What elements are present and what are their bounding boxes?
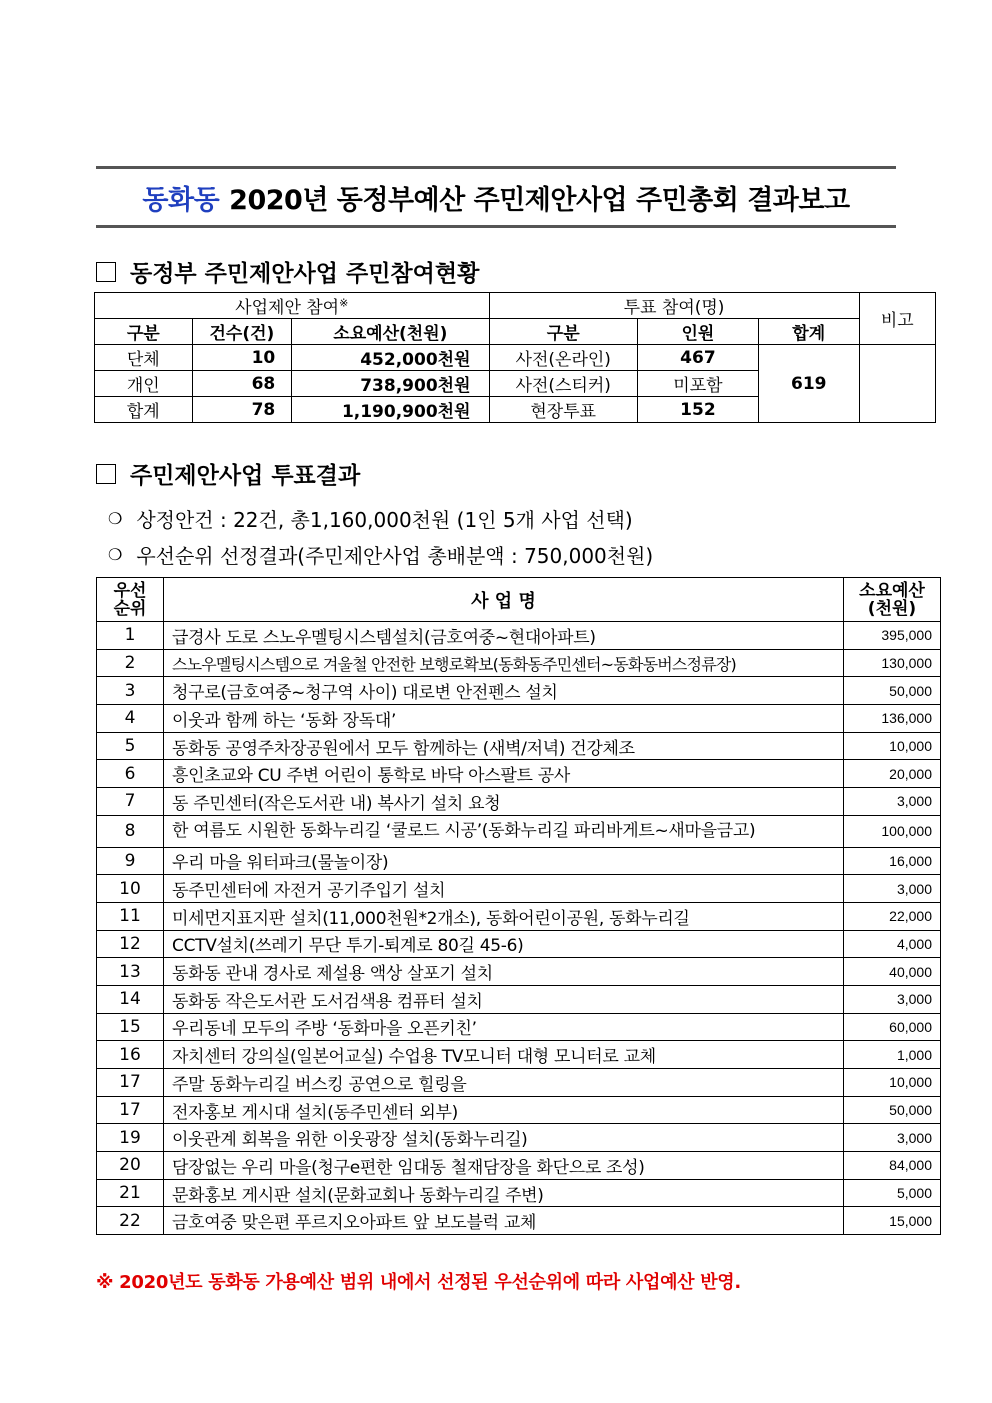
cell-type: 단체 (95, 345, 193, 371)
cell-project-name: 전자홍보 게시대 설치(동주민센터 외부) (164, 1096, 844, 1124)
cell-budget: 136,000 (844, 705, 941, 733)
cell-budget: 452,000천원 (292, 345, 489, 371)
header-rank: 우선 순위 (97, 578, 164, 622)
table-row (97, 1179, 941, 1207)
cell-rank: 6 (97, 760, 164, 788)
cell-budget: 10,000 (844, 732, 941, 760)
cell-rank: 19 (97, 1124, 164, 1152)
cell-budget: 130,000 (844, 649, 941, 677)
cell-people: 467 (637, 345, 758, 371)
table-row (97, 788, 941, 816)
bullet-item (108, 540, 653, 569)
cell-project-name: 담장없는 우리 마을(청구e편한 임대동 철재담장을 화단으로 조성) (164, 1152, 844, 1180)
cell-budget: 22,000 (844, 902, 941, 930)
title-text: 2020년 동정부예산 주민제안사업 주민총회 결과보고 (229, 184, 850, 216)
cell-project-name: 이웃과 함께 하는 ‘동화 장독대’ (164, 705, 844, 733)
table-row (97, 815, 941, 847)
cell-budget: 50,000 (844, 677, 941, 705)
cell-type: 개인 (95, 371, 193, 397)
cell-people: 미포함 (637, 371, 758, 397)
cell-rank: 4 (97, 705, 164, 733)
table-row (97, 902, 941, 930)
table-row (97, 705, 941, 733)
section-heading-participation (96, 255, 479, 288)
cell-budget: 4,000 (844, 930, 941, 958)
cell-project-name: 스노우멜팅시스템으로 겨울철 안전한 보행로확보(동화동주민센터~동화동버스정류장) (164, 649, 844, 677)
bullet-text: 상정안건 : 22건, 총1,160,000천원 (1인 5개 사업 선택) (136, 508, 633, 532)
cell-rank: 16 (97, 1041, 164, 1069)
cell-rank: 7 (97, 788, 164, 816)
cell-project-name: CCTV설치(쓰레기 무단 투기-퇴계로 80길 45-6) (164, 930, 844, 958)
cell-budget: 16,000 (844, 847, 941, 875)
cell-rank: 17 (97, 1069, 164, 1097)
table-row (97, 1069, 941, 1097)
table-row (97, 847, 941, 875)
cell-budget: 1,190,900천원 (292, 397, 489, 423)
table-row (97, 1013, 941, 1041)
cell-project-name: 미세먼지표지판 설치(11,000천원*2개소), 동화어린이공원, 동화누리길 (164, 902, 844, 930)
checkbox-square-icon (96, 464, 116, 484)
circle-bullet-icon: ❍ (108, 509, 123, 528)
cell-rank: 1 (97, 622, 164, 650)
bullet-item (108, 504, 633, 533)
table-row (97, 622, 941, 650)
cell-project-name: 청구로(금호여중~청구역 사이) 대로변 안전펜스 설치 (164, 677, 844, 705)
table-row (95, 345, 936, 371)
cell-remark (859, 345, 935, 423)
table-row (97, 958, 941, 986)
cell-rank: 10 (97, 875, 164, 903)
cell-project-name: 한 여름도 시원한 동화누리길 ‘쿨로드 시공’(동화누리길 파리바게트~새마을금고) (164, 815, 844, 847)
cell-project-name: 동화동 관내 경사로 제설용 액상 살포기 설치 (164, 958, 844, 986)
col-type: 구분 (95, 319, 193, 345)
cell-project-name: 금호여중 맞은편 푸르지오아파트 앞 보도블럭 교체 (164, 1207, 844, 1235)
cell-budget: 395,000 (844, 622, 941, 650)
cell-total: 619 (758, 345, 859, 423)
cell-rank: 3 (97, 677, 164, 705)
cell-budget: 3,000 (844, 875, 941, 903)
cell-project-name: 이웃관계 회복을 위한 이웃광장 설치(동화누리길) (164, 1124, 844, 1152)
cell-vote-type: 현장투표 (489, 397, 637, 423)
footnote: ※ 2020년도 동화동 가용예산 범위 내에서 선정된 우선순위에 따라 사업예산 반영. (96, 1272, 741, 1293)
title-highlight: 동화동 (142, 184, 220, 216)
cell-count: 10 (192, 345, 292, 371)
cell-budget: 20,000 (844, 760, 941, 788)
cell-rank: 15 (97, 1013, 164, 1041)
cell-project-name: 우리동네 모두의 주방 ‘동화마을 오픈키친’ (164, 1013, 844, 1041)
cell-rank: 21 (97, 1179, 164, 1207)
cell-budget: 738,900천원 (292, 371, 489, 397)
cell-budget: 1,000 (844, 1041, 941, 1069)
cell-project-name: 자치센터 강의실(일본어교실) 수업용 TV모니터 대형 모니터로 교체 (164, 1041, 844, 1069)
table-row (97, 1096, 941, 1124)
page-title (96, 166, 896, 228)
cell-project-name: 동화동 작은도서관 도서검색용 컴퓨터 설치 (164, 985, 844, 1013)
table-row (97, 1207, 941, 1235)
vote-header: 투표 참여(명) (489, 293, 859, 319)
results-table (96, 577, 941, 1235)
cell-rank: 8 (97, 815, 164, 847)
circle-bullet-icon: ❍ (108, 545, 123, 564)
section-heading-results (96, 457, 360, 490)
section-heading-text: 동정부 주민제안사업 주민참여현황 (130, 261, 480, 287)
table-row (97, 677, 941, 705)
cell-project-name: 문화홍보 게시판 설치(문화교회나 동화누리길 주변) (164, 1179, 844, 1207)
cell-project-name: 우리 마을 워터파크(물놀이장) (164, 847, 844, 875)
table-row (97, 732, 941, 760)
cell-rank: 2 (97, 649, 164, 677)
header-name: 사 업 명 (164, 578, 844, 622)
table-row (97, 649, 941, 677)
cell-project-name: 급경사 도로 스노우멜팅시스템설치(금호여중~현대아파트) (164, 622, 844, 650)
section-heading-text: 주민제안사업 투표결과 (130, 463, 361, 489)
col-count: 건수(건) (192, 319, 292, 345)
table-row (97, 1124, 941, 1152)
bullet-text: 우선순위 선정결과(주민제안사업 총배분액 : 750,000천원) (136, 544, 654, 568)
cell-rank: 11 (97, 902, 164, 930)
cell-rank: 14 (97, 985, 164, 1013)
cell-budget: 100,000 (844, 815, 941, 847)
cell-vote-type: 사전(스티커) (489, 371, 637, 397)
cell-budget: 60,000 (844, 1013, 941, 1041)
proposal-header: 사업제안 참여※ (95, 293, 490, 319)
cell-budget: 84,000 (844, 1152, 941, 1180)
table-row (97, 760, 941, 788)
table-row (97, 1041, 941, 1069)
cell-budget: 3,000 (844, 788, 941, 816)
table-row (97, 1152, 941, 1180)
col-budget: 소요예산(천원) (292, 319, 489, 345)
col-vote-type: 구분 (489, 319, 637, 345)
checkbox-square-icon (96, 262, 116, 282)
table-row (97, 875, 941, 903)
cell-rank: 5 (97, 732, 164, 760)
remark-header: 비고 (859, 293, 935, 345)
cell-project-name: 동화동 공영주차장공원에서 모두 함께하는 (새벽/저녁) 건강체조 (164, 732, 844, 760)
cell-budget: 3,000 (844, 985, 941, 1013)
cell-count: 68 (192, 371, 292, 397)
cell-budget: 10,000 (844, 1069, 941, 1097)
col-people: 인원 (637, 319, 758, 345)
participation-table (94, 292, 936, 423)
header-budget: 소요예산 (천원) (844, 578, 941, 622)
cell-project-name: 흥인초교와 CU 주변 어린이 통학로 바닥 아스팔트 공사 (164, 760, 844, 788)
cell-rank: 17 (97, 1096, 164, 1124)
cell-budget: 15,000 (844, 1207, 941, 1235)
cell-budget: 40,000 (844, 958, 941, 986)
cell-vote-type: 사전(온라인) (489, 345, 637, 371)
cell-budget: 3,000 (844, 1124, 941, 1152)
cell-count: 78 (192, 397, 292, 423)
cell-rank: 22 (97, 1207, 164, 1235)
cell-project-name: 주말 동화누리길 버스킹 공연으로 힐링을 (164, 1069, 844, 1097)
cell-rank: 20 (97, 1152, 164, 1180)
cell-project-name: 동 주민센터(작은도서관 내) 복사기 설치 요청 (164, 788, 844, 816)
col-total: 합계 (758, 319, 859, 345)
table-row (97, 930, 941, 958)
cell-project-name: 동주민센터에 자전거 공기주입기 설치 (164, 875, 844, 903)
cell-rank: 13 (97, 958, 164, 986)
cell-budget: 50,000 (844, 1096, 941, 1124)
cell-people: 152 (637, 397, 758, 423)
cell-budget: 5,000 (844, 1179, 941, 1207)
cell-type: 합계 (95, 397, 193, 423)
cell-rank: 12 (97, 930, 164, 958)
cell-rank: 9 (97, 847, 164, 875)
table-row (97, 985, 941, 1013)
